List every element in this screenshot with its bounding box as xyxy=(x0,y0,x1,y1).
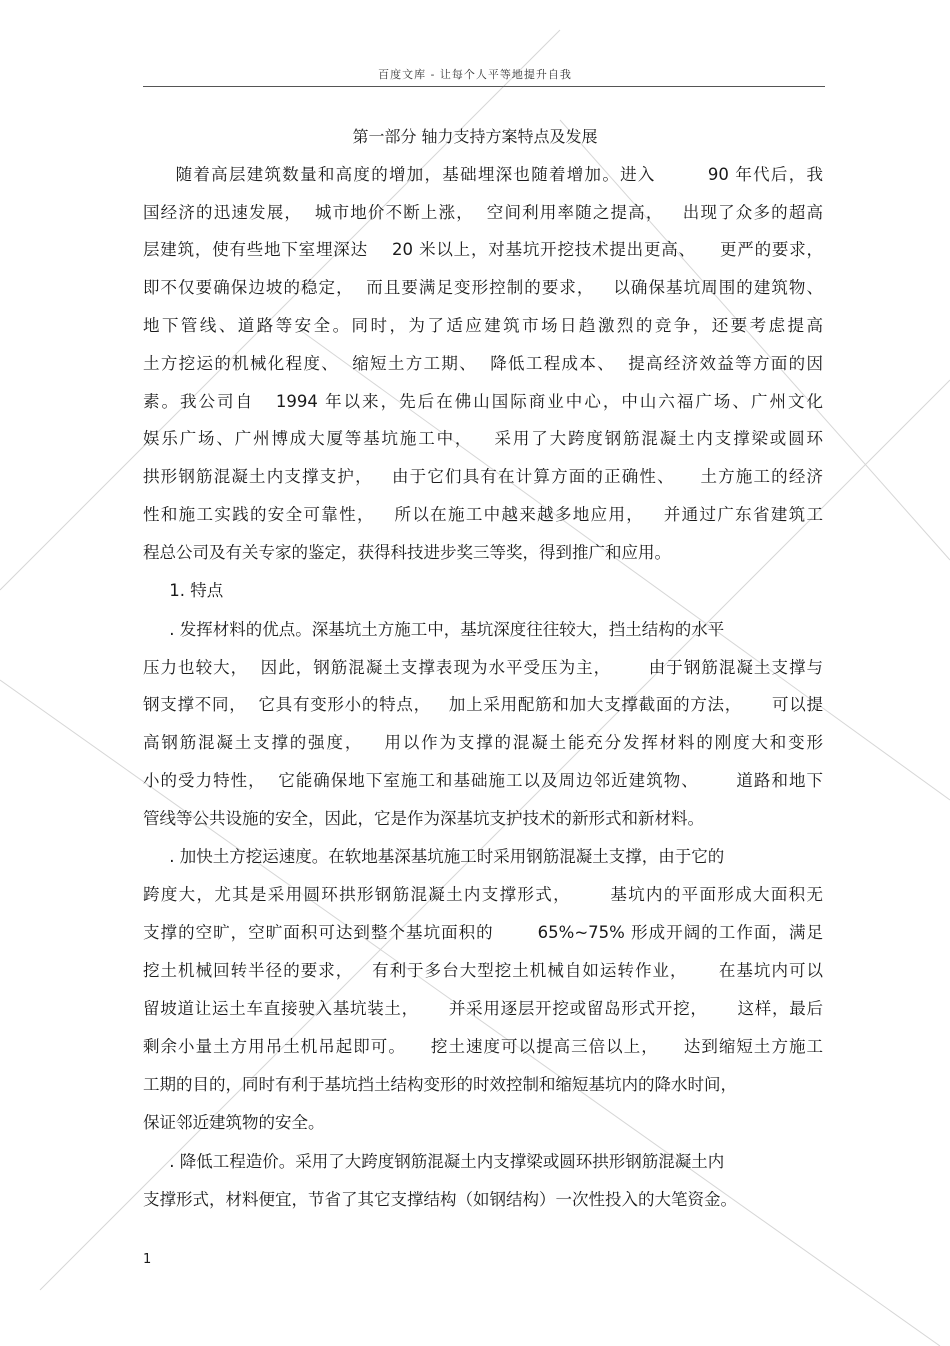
body-line: . 降低工程造价。采用了大跨度钢筋混凝土内支撑梁或圆环拱形钢筋混凝土内 xyxy=(143,1152,725,1171)
body-line: 娱乐广场、广州博成大厦等基坑施工中， 采用了大跨度钢筋混凝土内支撑梁或圆环 xyxy=(143,429,823,448)
body-line: 支撑形式，材料便宜，节省了其它支撑结构（如钢结构）一次性投入的大笔资金。 xyxy=(143,1190,737,1209)
body-line: 钢支撑不同， 它具有变形小的特点， 加上采用配筋和加大支撑截面的方法， 可以提 xyxy=(143,695,823,714)
body-line: . 加快土方挖运速度。在软地基深基坑施工时采用钢筋混凝土支撑，由于它的 xyxy=(143,847,725,866)
section-heading: 1. 特点 xyxy=(143,581,224,600)
page-number: 1 xyxy=(143,1252,152,1267)
body-line: 性和施工实践的安全可靠性， 所以在施工中越来越多地应用， 并通过广东省建筑工 xyxy=(143,505,823,524)
body-line: 支撑的空旷，空旷面积可达到整个基坑面积的 65%~75% 形成开阔的工作面，满足 xyxy=(143,923,823,942)
body-line: 国经济的迅速发展， 城市地价不断上涨， 空间利用率随之提高， 出现了众多的超高 xyxy=(143,203,823,222)
body-line: 拱形钢筋混凝土内支撑支护， 由于它们具有在计算方面的正确性、 土方施工的经济 xyxy=(143,467,823,486)
body-line: 保证邻近建筑物的安全。 xyxy=(143,1113,325,1132)
body-line: 土方挖运的机械化程度、 缩短土方工期、 降低工程成本、 提高经济效益等方面的因 xyxy=(143,354,823,373)
body-line: 地下管线、道路等安全。同时，为了适应建筑市场日趋激烈的竞争，还要考虑提高 xyxy=(143,316,823,335)
body-line: 压力也较大， 因此，钢筋混凝土支撑表现为水平受压为主， 由于钢筋混凝土支撑与 xyxy=(143,658,823,677)
body-line: 工期的目的，同时有利于基坑挡土结构变形的时效控制和缩短基坑内的降水时间， xyxy=(143,1075,737,1094)
body-line: 随着高层建筑数量和高度的增加，基础埋深也随着增加。进入 90 年代后，我 xyxy=(143,165,823,184)
body-line: 高钢筋混凝土支撑的强度， 用以作为支撑的混凝土能充分发挥材料的刚度大和变形 xyxy=(143,733,823,752)
body-line: . 发挥材料的优点。深基坑土方施工中，基坑深度往往较大，挡土结构的水平 xyxy=(143,620,725,639)
page-header: 百度文库 - 让每个人平等地提升自我 xyxy=(378,68,572,81)
body-line: 即不仅要确保边坡的稳定， 而且要满足变形控制的要求， 以确保基坑周围的建筑物、 xyxy=(143,278,823,297)
body-line: 留坡道让运土车直接驶入基坑装土， 并采用逐层开挖或留岛形式开挖， 这样，最后 xyxy=(143,999,823,1018)
body-line: 小的受力特性， 它能确保地下室施工和基础施工以及周边邻近建筑物、 道路和地下 xyxy=(143,771,823,790)
body-line: 程总公司及有关专家的鉴定，获得科技进步奖三等奖，得到推广和应用。 xyxy=(143,543,671,562)
body-line: 管线等公共设施的安全，因此，它是作为深基坑支护技术的新形式和新材料。 xyxy=(143,809,704,828)
body-line: 剩余小量土方用吊土机吊起即可。 挖土速度可以提高三倍以上， 达到缩短土方施工 xyxy=(143,1037,823,1056)
body-line: 层建筑，使有些地下室埋深达 20 米以上，对基坑开挖技术提出更高、 更严的要求， xyxy=(143,240,823,259)
body-line: 挖土机械回转半径的要求， 有利于多台大型挖土机械自如运转作业， 在基坑内可以 xyxy=(143,961,823,980)
body-line: 素。我公司自 1994 年以来，先后在佛山国际商业中心，中山六福广场、广州文化 xyxy=(143,392,823,411)
section-title: 第一部分 轴力支持方案特点及发展 xyxy=(352,127,598,146)
body-line: 跨度大，尤其是采用圆环拱形钢筋混凝土内支撑形式， 基坑内的平面形成大面积无 xyxy=(143,885,823,904)
header-rule xyxy=(143,86,825,87)
